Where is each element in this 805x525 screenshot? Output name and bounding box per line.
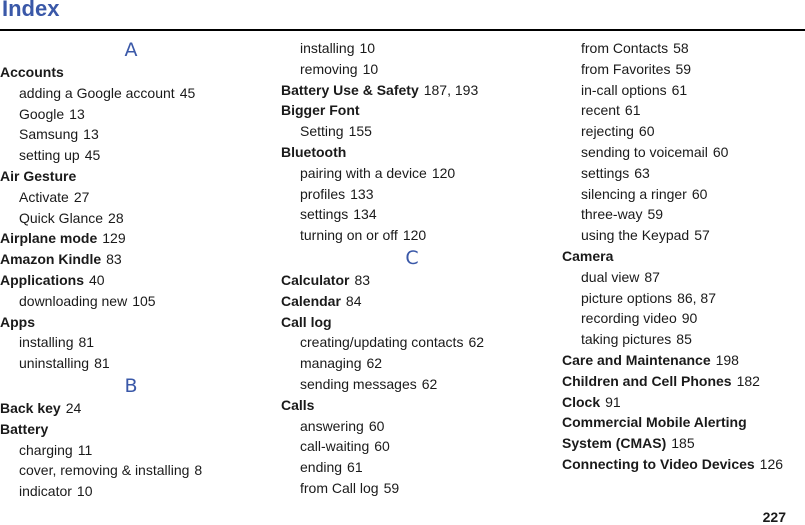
index-entry xyxy=(0,419,262,440)
index-term: answering xyxy=(300,417,364,434)
index-subentry xyxy=(0,104,262,125)
index-term: Google xyxy=(19,105,65,122)
index-entry xyxy=(281,80,543,101)
index-term: adding a Google account xyxy=(19,84,175,101)
page-reference: 60 xyxy=(691,185,708,202)
page-reference: 86, 87 xyxy=(677,289,716,306)
page-reference: 10 xyxy=(359,40,376,56)
page-reference: 105 xyxy=(132,292,156,309)
page-reference: 187, 193 xyxy=(423,81,479,98)
index-column-2 xyxy=(281,38,543,499)
page-reference: 45 xyxy=(179,84,196,101)
index-subentry xyxy=(0,440,262,461)
index-term: from Favorites xyxy=(581,60,671,77)
index-term: Bigger Font xyxy=(281,102,360,119)
index-entry xyxy=(281,291,543,312)
index-entry xyxy=(562,454,805,475)
index-term: System (CMAS) xyxy=(562,435,667,452)
index-entry xyxy=(281,395,543,416)
index-entry xyxy=(562,246,805,267)
index-column-1 xyxy=(0,38,262,502)
page-reference: 91 xyxy=(605,393,621,410)
index-term: indicator xyxy=(19,483,72,500)
page-reference: 40 xyxy=(89,271,105,288)
index-entry xyxy=(0,166,262,187)
index-subentry xyxy=(281,225,543,246)
index-term: Applications xyxy=(0,271,85,288)
page-reference: 120 xyxy=(431,164,456,181)
index-entry xyxy=(0,62,262,83)
index-term: Samsung xyxy=(19,126,79,143)
index-term: settings xyxy=(581,164,630,181)
page-number: 227 xyxy=(762,509,786,525)
index-entry xyxy=(281,312,543,333)
index-heading: Index xyxy=(2,0,60,21)
index-term: Air Gesture xyxy=(0,167,77,184)
index-term: call-waiting xyxy=(300,438,370,455)
index-subentry xyxy=(562,288,805,309)
index-subentry xyxy=(562,184,805,205)
section-letter: A xyxy=(124,39,138,61)
index-entry xyxy=(0,312,262,333)
page-reference: 11 xyxy=(77,441,93,458)
index-term: removing xyxy=(300,60,358,77)
index-subentry xyxy=(281,374,543,395)
index-term: ending xyxy=(300,459,343,476)
page-reference: 61 xyxy=(624,102,641,119)
index-entry xyxy=(281,142,543,163)
index-term: managing xyxy=(300,355,362,372)
index-term: recording video xyxy=(581,310,677,327)
index-term: Accounts xyxy=(0,64,64,80)
index-subentry xyxy=(562,225,805,246)
page-reference: 61 xyxy=(671,81,688,98)
index-subentry xyxy=(281,59,543,80)
index-term: picture options xyxy=(581,289,673,306)
page-reference: 59 xyxy=(675,60,692,77)
index-entry xyxy=(562,392,805,413)
index-term: from Contacts xyxy=(581,40,669,56)
page-reference: 60 xyxy=(374,438,390,455)
page-reference: 87 xyxy=(644,268,660,285)
index-term: sending messages xyxy=(300,375,417,392)
section-letter: B xyxy=(124,374,138,397)
page-reference: 62 xyxy=(366,355,383,372)
index-subentry xyxy=(281,38,543,59)
page-reference: 133 xyxy=(350,185,374,202)
index-term: Amazon Kindle xyxy=(0,251,102,268)
index-term: using the Keypad xyxy=(581,227,690,244)
page-reference: 63 xyxy=(634,164,650,181)
index-subentry xyxy=(0,208,262,229)
index-term: Call log xyxy=(281,313,332,330)
index-entry xyxy=(562,412,805,433)
index-entry xyxy=(562,371,805,392)
index-term: Back key xyxy=(0,399,61,416)
index-subentry xyxy=(281,184,543,205)
page-reference: 13 xyxy=(69,105,85,122)
page-reference: 60 xyxy=(368,417,385,434)
index-subentry xyxy=(562,267,805,288)
index-term: settings xyxy=(300,206,349,223)
page-reference: 10 xyxy=(76,483,93,500)
index-subentry xyxy=(0,460,262,481)
index-term: in-call options xyxy=(581,81,667,98)
page-reference: 60 xyxy=(638,123,655,140)
index-term: sending to voicemail xyxy=(581,143,708,160)
page-reference: 8 xyxy=(194,462,203,479)
index-term: turning on or off xyxy=(300,227,398,244)
index-term: Calls xyxy=(281,396,315,413)
index-column-3 xyxy=(562,38,805,475)
index-term: Apps xyxy=(0,313,35,330)
page-reference: 81 xyxy=(94,355,110,372)
index-entry xyxy=(0,270,262,291)
index-subentry xyxy=(0,145,262,166)
page-reference: 90 xyxy=(681,310,698,327)
index-term: Battery Use & Safety xyxy=(281,81,419,98)
index-entry xyxy=(0,398,262,419)
index-subentry xyxy=(0,187,262,208)
index-term: Commercial Mobile Alerting xyxy=(562,414,747,431)
index-term: charging xyxy=(19,441,73,458)
index-subentry xyxy=(281,436,543,457)
page-reference: 120 xyxy=(402,227,427,244)
page-reference: 57 xyxy=(694,227,710,244)
index-term: pairing with a device xyxy=(300,164,427,181)
index-subentry xyxy=(562,100,805,121)
index-term: Children and Cell Phones xyxy=(562,372,732,389)
section-letter: C xyxy=(405,246,419,269)
index-entry xyxy=(0,228,262,249)
page-reference: 84 xyxy=(345,292,362,309)
index-subentry xyxy=(0,353,262,374)
index-term: Setting xyxy=(300,123,344,140)
index-subentry xyxy=(562,59,805,80)
index-entry xyxy=(281,270,543,291)
index-subentry xyxy=(562,38,805,59)
index-subentry xyxy=(562,204,805,225)
page-reference: 126 xyxy=(759,455,784,472)
index-subentry xyxy=(281,416,543,437)
page-reference: 61 xyxy=(347,459,363,476)
page-reference: 62 xyxy=(468,334,485,351)
index-term: downloading new xyxy=(19,292,128,309)
index-entry xyxy=(281,100,543,121)
index-term: silencing a ringer xyxy=(581,185,687,202)
index-term: Connecting to Video Devices xyxy=(562,455,755,472)
index-term: dual view xyxy=(581,268,640,285)
page-reference: 28 xyxy=(108,209,124,226)
index-term: Battery xyxy=(0,420,49,437)
index-term: Clock xyxy=(562,393,601,410)
index-entry xyxy=(562,433,805,454)
page-reference: 83 xyxy=(106,251,122,268)
index-subentry xyxy=(281,332,543,353)
index-term: three-way xyxy=(581,206,643,223)
index-term: profiles xyxy=(300,185,346,202)
page-reference: 185 xyxy=(671,435,695,452)
page-reference: 13 xyxy=(83,126,99,143)
index-subentry xyxy=(562,142,805,163)
index-subentry xyxy=(562,121,805,142)
index-subentry xyxy=(0,124,262,145)
page-reference: 10 xyxy=(362,60,379,77)
index-term: Calendar xyxy=(281,292,341,309)
page-reference: 62 xyxy=(421,375,438,392)
index-subentry xyxy=(562,329,805,350)
index-term: Bluetooth xyxy=(281,143,347,160)
index-subentry xyxy=(281,478,543,499)
page-reference: 129 xyxy=(102,230,126,247)
index-subentry xyxy=(281,163,543,184)
page-reference: 182 xyxy=(736,372,760,389)
index-subentry xyxy=(281,204,543,225)
index-term: cover, removing & installing xyxy=(19,462,190,479)
heading-rule xyxy=(0,29,805,31)
index-term: installing xyxy=(300,40,355,56)
page-reference: 81 xyxy=(78,334,95,351)
page-reference: 59 xyxy=(383,479,400,496)
page-reference: 58 xyxy=(673,40,689,56)
page-reference: 27 xyxy=(73,188,90,205)
index-subentry xyxy=(0,291,262,312)
page-reference: 85 xyxy=(676,331,692,348)
index-term: rejecting xyxy=(581,123,634,140)
index-subentry xyxy=(281,353,543,374)
index-term: Care and Maintenance xyxy=(562,351,711,368)
index-entry xyxy=(0,249,262,270)
index-term: Quick Glance xyxy=(19,209,104,226)
index-term: installing xyxy=(19,334,74,351)
page-reference: 83 xyxy=(354,271,371,288)
index-subentry xyxy=(562,80,805,101)
index-entry xyxy=(562,350,805,371)
index-term: recent xyxy=(581,102,620,119)
page-reference: 60 xyxy=(712,143,729,160)
index-subentry xyxy=(0,481,262,502)
page-reference: 59 xyxy=(647,206,664,223)
index-term: creating/updating contacts xyxy=(300,334,464,351)
index-subentry xyxy=(562,163,805,184)
index-term: taking pictures xyxy=(581,331,672,348)
index-term: from Call log xyxy=(300,479,379,496)
index-term: setting up xyxy=(19,147,80,164)
index-subentry xyxy=(0,332,262,353)
index-term: Activate xyxy=(19,188,69,205)
index-term: Camera xyxy=(562,247,614,264)
index-subentry xyxy=(562,308,805,329)
page-reference: 24 xyxy=(65,399,82,416)
page-reference: 198 xyxy=(715,351,739,368)
index-term: uninstalling xyxy=(19,355,90,372)
index-subentry xyxy=(0,83,262,104)
page-reference: 45 xyxy=(84,147,101,164)
index-subentry xyxy=(281,457,543,478)
index-subentry xyxy=(281,121,543,142)
page-reference: 134 xyxy=(353,206,377,223)
index-term: Calculator xyxy=(281,271,350,288)
index-term: Airplane mode xyxy=(0,230,98,247)
page-reference: 155 xyxy=(348,123,372,140)
